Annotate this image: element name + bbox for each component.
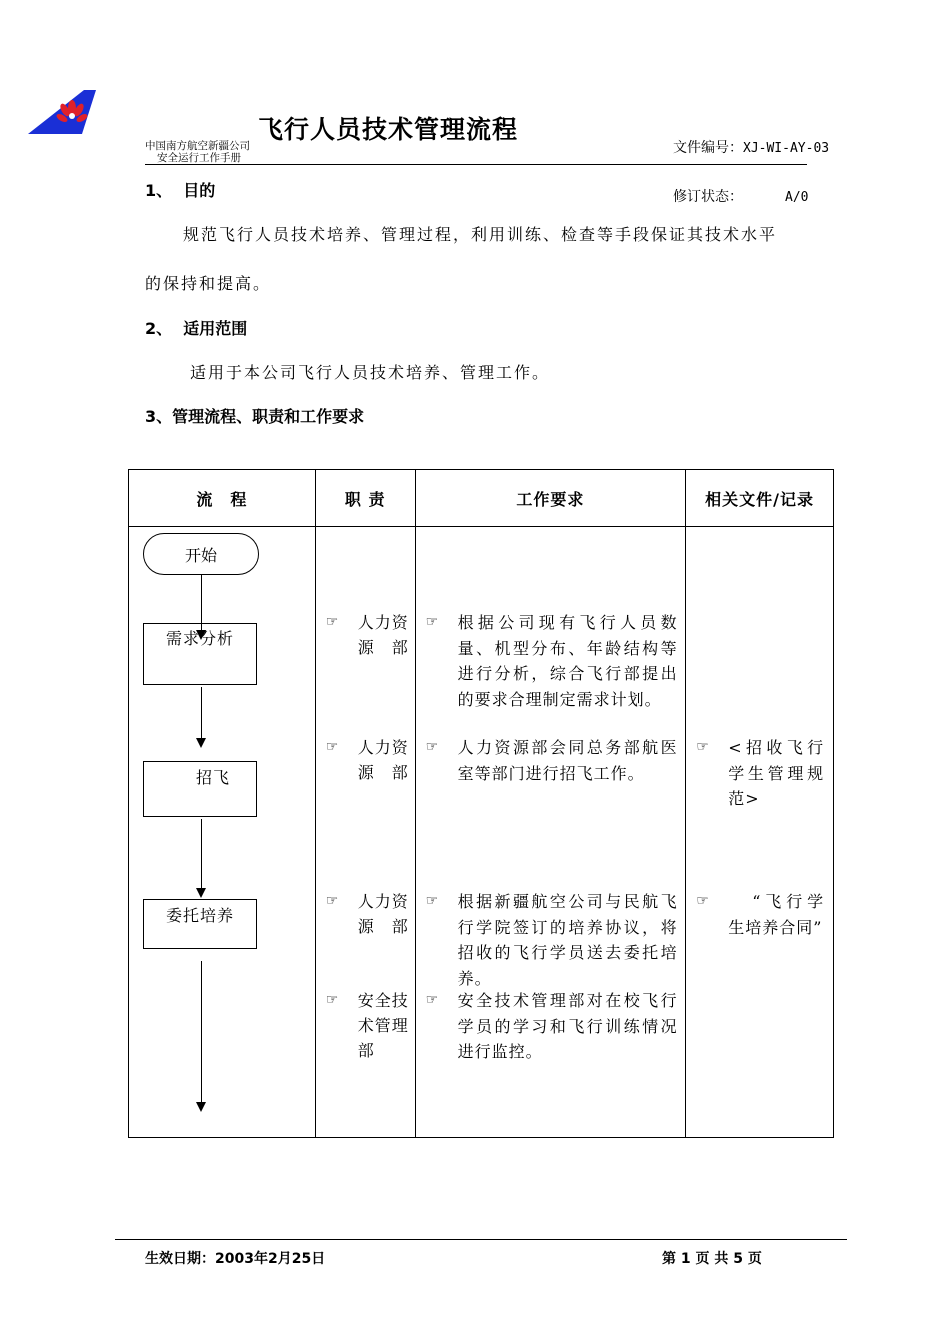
flow-step-commissioned-training: 委托培养	[143, 899, 257, 949]
requirements-cell	[415, 527, 686, 1138]
pointing-hand-icon: ☞	[696, 893, 709, 909]
duty-item: 人力资源部	[357, 738, 408, 782]
pointing-hand-icon: ☞	[425, 614, 439, 630]
flow-connector	[201, 961, 202, 1103]
section-1-heading: 1、 目的	[145, 181, 216, 200]
duty-item: 安全技术管理部	[357, 991, 408, 1060]
requirement-item: 人力资源部会同总务部航医室等部门进行招飞工作。	[457, 738, 678, 783]
requirement-item: 安全技术管理部对在校飞行学员的学习和飞行训练情况进行监控。	[457, 991, 678, 1061]
flow-connector	[201, 687, 202, 739]
flow-cell	[129, 527, 316, 1138]
header-divider	[145, 164, 807, 165]
arrow-down-icon	[196, 1102, 206, 1112]
flow-step-recruitment: 招飞	[143, 761, 257, 817]
arrow-down-icon	[196, 888, 206, 898]
pointing-hand-icon: ☞	[325, 739, 339, 755]
header-documents: 相关文件/记录	[686, 470, 834, 527]
doc-number-value: XJ-WI-AY-03	[743, 141, 830, 156]
document-title: 飞行人员技术管理流程	[258, 115, 519, 144]
duty-cell	[315, 527, 415, 1138]
page-info: 第 1 页 共 5 页	[662, 1251, 762, 1267]
pointing-hand-icon: ☞	[325, 893, 339, 909]
company-line-1: 中国南方航空新疆公司	[145, 140, 250, 152]
flow-start-terminal: 开始	[143, 533, 259, 575]
requirement-item: 根据公司现有飞行人员数量、机型分布、年龄结构等进行分析，综合飞行部提出的要求合理制定需求计划。	[457, 613, 678, 709]
company-logo-icon	[28, 88, 96, 136]
duty-item: 人力资源部	[357, 892, 408, 936]
flow-connector	[201, 819, 202, 889]
section-2-heading: 2、 适用范围	[145, 319, 248, 338]
pointing-hand-icon: ☞	[325, 614, 339, 630]
table-header-row	[129, 470, 834, 527]
effective-date: 生效日期：2003年2月25日	[145, 1251, 326, 1267]
revision-label: 修订状态：	[673, 189, 743, 205]
section-3-heading: 3、管理流程、职责和工作要求	[145, 407, 365, 426]
duty-item: 人力资源部	[357, 613, 408, 657]
document-record-item: <招收飞行学生管理规范>	[728, 738, 825, 808]
revision-value: A/0	[785, 190, 809, 205]
header-requirements: 工作要求	[415, 470, 686, 527]
pointing-hand-icon: ☞	[425, 893, 439, 909]
header-duty: 职 责	[315, 470, 415, 527]
doc-number-label: 文件编号：	[673, 140, 743, 156]
document-record-item: “飞行学生培养合同”	[728, 892, 825, 937]
pointing-hand-icon: ☞	[425, 739, 439, 755]
documents-cell	[686, 527, 834, 1138]
pointing-hand-icon: ☞	[425, 992, 439, 1008]
document-meta	[673, 108, 829, 222]
flow-step-demand-analysis: 需求分析	[143, 623, 257, 685]
header-flow: 流 程	[129, 470, 316, 527]
section-2-text: 适用于本公司飞行人员技术培养、管理工作。	[190, 363, 551, 382]
section-1-text-line-2: 的保持和提高。	[145, 274, 272, 293]
pointing-hand-icon: ☞	[325, 992, 339, 1008]
arrow-down-icon	[196, 738, 206, 748]
company-name	[145, 140, 250, 164]
section-1-text-line-1: 规范飞行人员技术培养、管理过程，利用训练、检查等手段保证其技术水平	[183, 225, 778, 244]
requirement-item: 根据新疆航空公司与民航飞行学院签订的培养协议，将招收的飞行学员送去委托培养。	[457, 892, 678, 988]
footer-divider	[115, 1239, 847, 1240]
company-line-2: 安全运行工作手册	[157, 152, 241, 164]
pointing-hand-icon: ☞	[696, 739, 709, 755]
process-table	[128, 469, 834, 1138]
table-row	[129, 527, 834, 1138]
